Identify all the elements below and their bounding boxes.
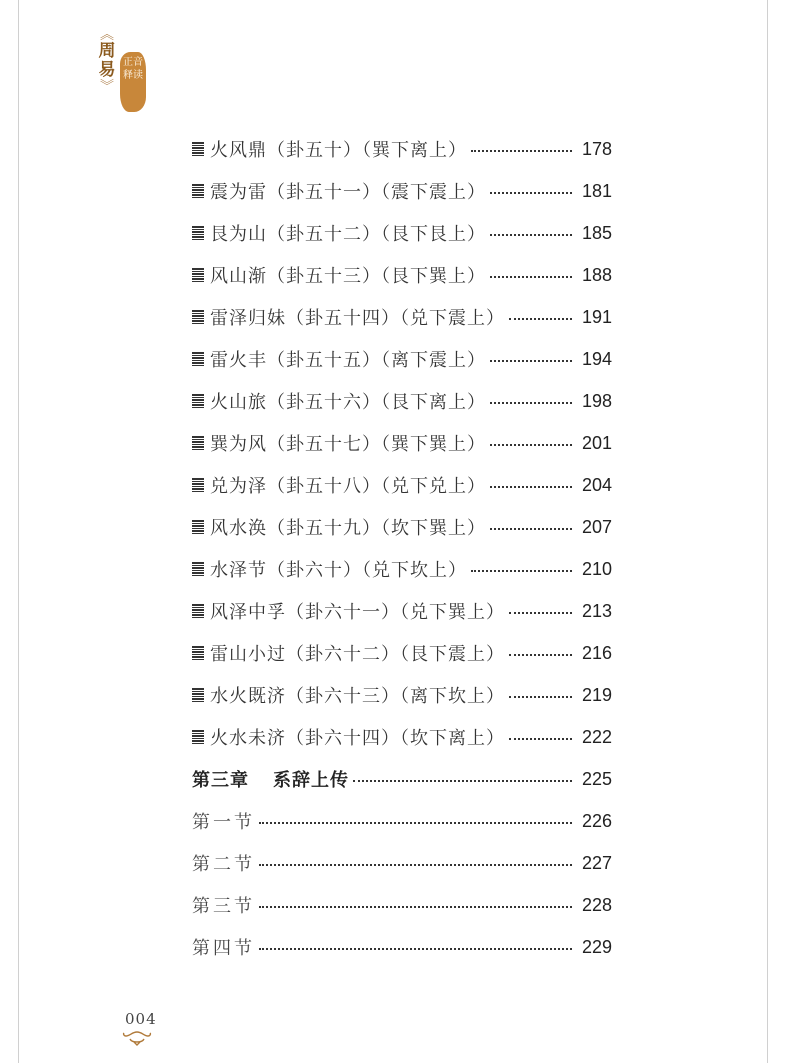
toc-entry[interactable]	[192, 296, 612, 338]
dot-leader	[509, 654, 572, 656]
dot-leader	[490, 486, 572, 488]
page-number: 225	[581, 768, 612, 789]
dot-leader	[509, 738, 572, 740]
dot-leader	[490, 402, 572, 404]
page-number: 188	[581, 264, 612, 285]
hexagram-icon	[192, 268, 204, 282]
toc-entry[interactable]	[192, 674, 612, 716]
toc-entry[interactable]	[192, 590, 612, 632]
dot-leader	[490, 234, 572, 236]
toc-section[interactable]	[192, 926, 612, 968]
page-number: 198	[581, 390, 612, 411]
entry-title: 艮为山（卦五十二）（艮下艮上）	[210, 224, 486, 245]
page-number: 227	[581, 852, 612, 873]
table-of-contents	[192, 128, 612, 968]
entry-title: 风水涣（卦五十九）（坎下巽上）	[210, 518, 486, 539]
toc-entry[interactable]	[192, 422, 612, 464]
seal-text: 正音释读	[123, 57, 143, 81]
hexagram-icon	[192, 520, 204, 534]
ornament-icon	[122, 1030, 152, 1046]
entry-title: 巽为风（卦五十七）（巽下巽上）	[210, 434, 486, 455]
page-number: 226	[581, 810, 612, 831]
dot-leader	[353, 780, 572, 782]
toc-section[interactable]	[192, 842, 612, 884]
toc-entry[interactable]	[192, 128, 612, 170]
page-number: 210	[581, 558, 612, 579]
page-number: 207	[581, 516, 612, 537]
hexagram-icon	[192, 310, 204, 324]
logo-bracket: ︽	[100, 27, 114, 43]
folio-number: 004	[125, 1010, 157, 1028]
hexagram-icon	[192, 436, 204, 450]
hexagram-icon	[192, 142, 204, 156]
hexagram-icon	[192, 352, 204, 366]
entry-title: 雷火丰（卦五十五）（离下震上）	[210, 350, 486, 371]
chapter-label: 第三章	[192, 770, 249, 790]
entry-title: 兑为泽（卦五十八）（兑下兑上）	[210, 476, 486, 497]
dot-leader	[509, 696, 572, 698]
hexagram-icon	[192, 604, 204, 618]
dot-leader	[471, 150, 572, 152]
page-number: 178	[581, 138, 612, 159]
entry-title: 火山旅（卦五十六）（艮下离上）	[210, 392, 486, 413]
chapter-title	[192, 766, 349, 792]
book-title: 周易	[98, 41, 116, 80]
page-number: 194	[581, 348, 612, 369]
page-number: 219	[581, 684, 612, 705]
entry-title: 风山渐（卦五十三）（艮下巽上）	[210, 266, 486, 287]
dot-leader	[259, 864, 572, 866]
toc-entry[interactable]	[192, 464, 612, 506]
book-logo	[98, 27, 168, 116]
section-title: 第一节	[192, 812, 255, 833]
logo-bracket: ︾	[100, 79, 114, 95]
dot-leader	[490, 192, 572, 194]
toc-entry[interactable]	[192, 338, 612, 380]
dot-leader	[259, 906, 572, 908]
toc-entry[interactable]	[192, 548, 612, 590]
hexagram-icon	[192, 730, 204, 744]
page-number: 204	[581, 474, 612, 495]
dot-leader	[490, 528, 572, 530]
dot-leader	[509, 612, 572, 614]
page-number: 213	[581, 600, 612, 621]
toc-entry[interactable]	[192, 212, 612, 254]
toc-entry[interactable]	[192, 716, 612, 758]
page-number: 229	[581, 936, 612, 957]
dot-leader	[490, 360, 572, 362]
dot-leader	[509, 318, 572, 320]
section-title: 第三节	[192, 896, 255, 917]
hexagram-icon	[192, 646, 204, 660]
entry-title: 雷泽归妹（卦五十四）（兑下震上）	[210, 308, 505, 329]
entry-title: 火风鼎（卦五十）（巽下离上）	[210, 140, 467, 161]
dot-leader	[471, 570, 572, 572]
toc-section[interactable]	[192, 800, 612, 842]
toc-entry[interactable]	[192, 170, 612, 212]
entry-title: 火水未济（卦六十四）（坎下离上）	[210, 728, 505, 749]
page-number: 185	[581, 222, 612, 243]
page-number: 222	[581, 726, 612, 747]
hexagram-icon	[192, 394, 204, 408]
hexagram-icon	[192, 184, 204, 198]
chapter-name: 系辞上传	[273, 770, 349, 790]
entry-title: 水泽节（卦六十）（兑下坎上）	[210, 560, 467, 581]
section-title: 第四节	[192, 938, 255, 959]
hexagram-icon	[192, 688, 204, 702]
dot-leader	[259, 948, 572, 950]
toc-entry[interactable]	[192, 254, 612, 296]
entry-title: 震为雷（卦五十一）（震下震上）	[210, 182, 486, 203]
page-number: 181	[581, 180, 612, 201]
page-number: 201	[581, 432, 612, 453]
page-number: 228	[581, 894, 612, 915]
chapter-row[interactable]	[192, 758, 612, 800]
page-number: 191	[581, 306, 612, 327]
toc-entry[interactable]	[192, 632, 612, 674]
dot-leader	[259, 822, 572, 824]
hexagram-icon	[192, 478, 204, 492]
entry-title: 雷山小过（卦六十二）（艮下震上）	[210, 644, 505, 665]
dot-leader	[490, 276, 572, 278]
toc-entry[interactable]	[192, 506, 612, 548]
seal-stamp	[120, 52, 146, 112]
toc-section[interactable]	[192, 884, 612, 926]
dot-leader	[490, 444, 572, 446]
page-number: 216	[581, 642, 612, 663]
hexagram-icon	[192, 226, 204, 240]
entry-title: 风泽中孚（卦六十一）（兑下巽上）	[210, 602, 505, 623]
hexagram-icon	[192, 562, 204, 576]
toc-entry[interactable]	[192, 380, 612, 422]
section-title: 第二节	[192, 854, 255, 875]
entry-title: 水火既济（卦六十三）（离下坎上）	[210, 686, 505, 707]
